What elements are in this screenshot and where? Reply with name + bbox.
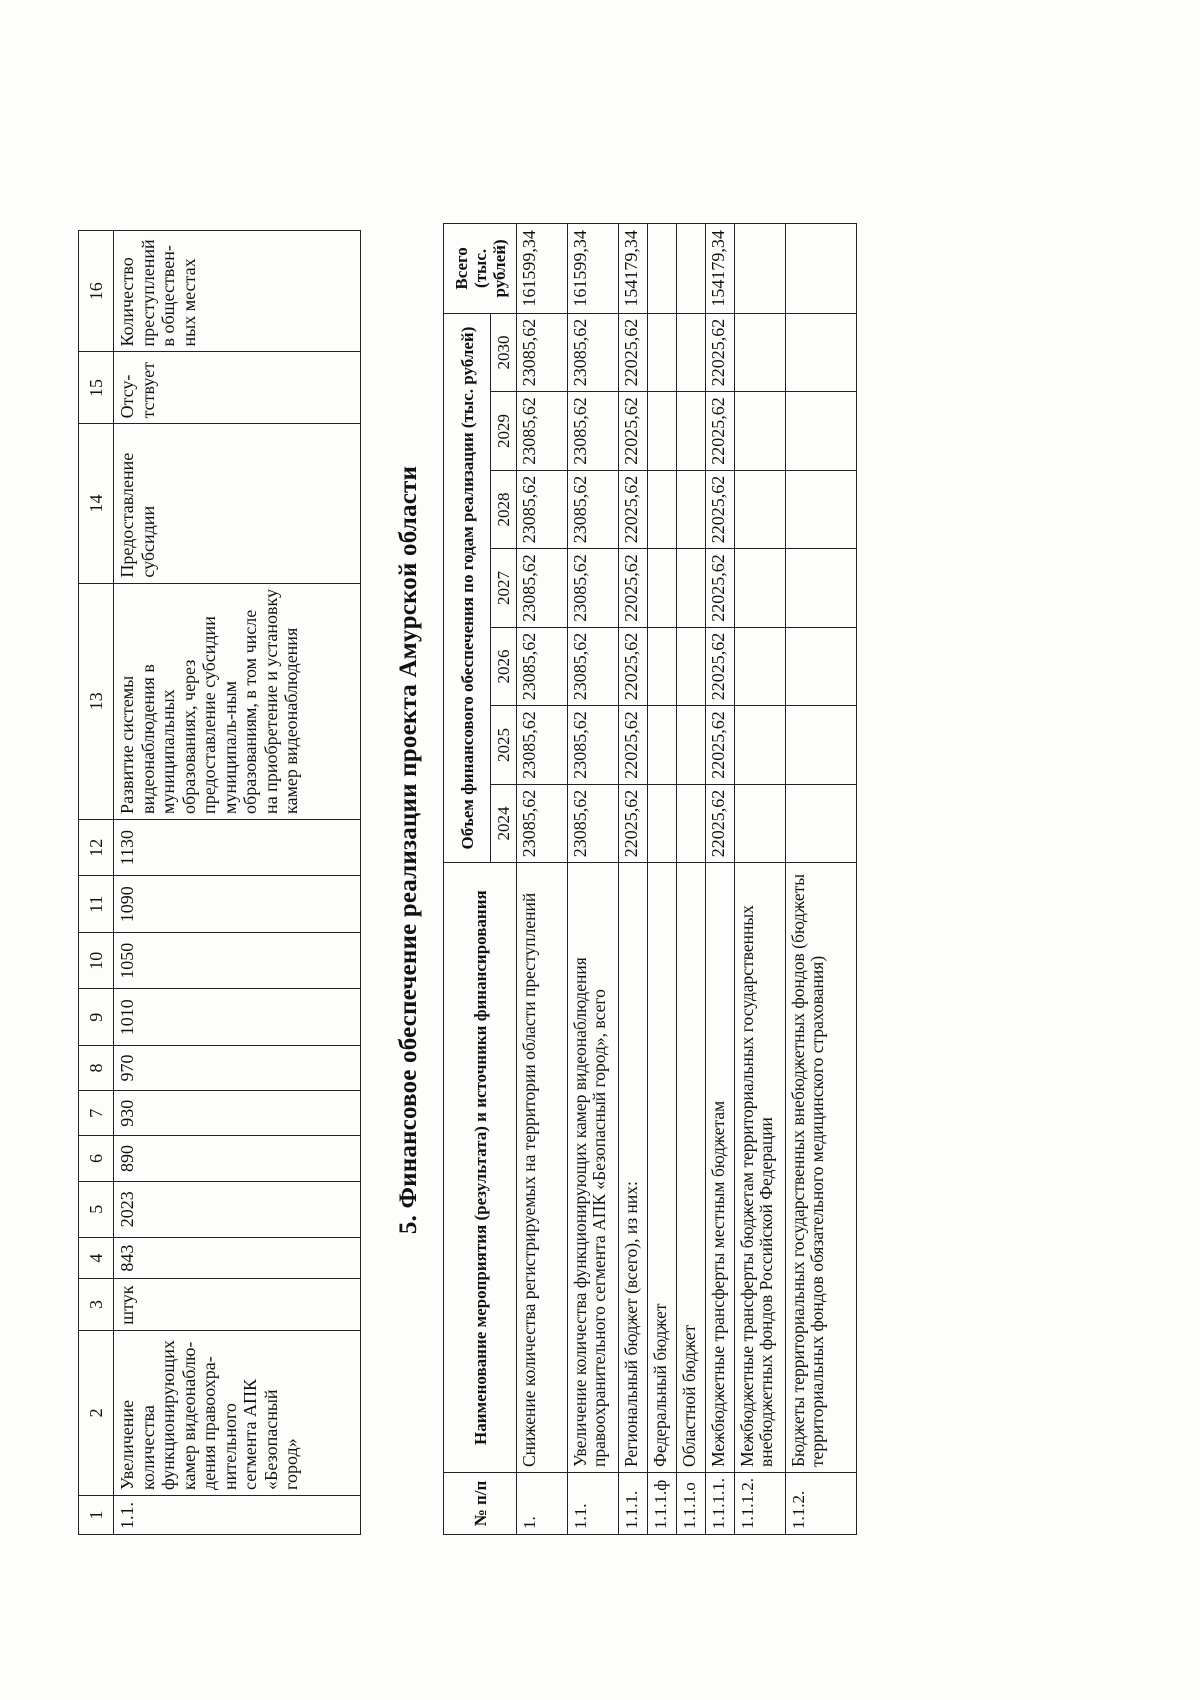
total-amount-cell — [786, 224, 857, 314]
year-amount-cell: 22025,62 — [619, 313, 648, 392]
financing-source-name: Бюджеты территориальных государственных внебюджетных фондов (бюджеты территориальных фондов обязательного медицинского страхования) — [786, 863, 857, 1473]
year-amount-cell — [735, 784, 786, 863]
row-number: 1.1.1. — [619, 1473, 648, 1535]
year-header: 2028 — [491, 470, 517, 549]
rotated-document-page — [0, 25, 1200, 1675]
year-amount-cell — [786, 392, 857, 471]
row-number: 1.1.1.2. — [735, 1473, 786, 1535]
year-amount-cell: 22025,62 — [706, 313, 735, 392]
year-amount-cell: 22025,62 — [619, 627, 648, 706]
year-amount-cell — [677, 549, 706, 628]
col-header: 13 — [79, 583, 114, 819]
year-amount-cell — [677, 470, 706, 549]
col-header: 2 — [79, 1330, 114, 1495]
year-header: 2024 — [491, 784, 517, 863]
total-amount-cell: 154179,34 — [706, 224, 735, 314]
year-header: 2030 — [491, 313, 517, 392]
base-value: 843 — [114, 1238, 361, 1279]
year-amount-cell: 22025,62 — [706, 627, 735, 706]
year-amount-cell — [735, 549, 786, 628]
financing-row — [568, 224, 619, 1535]
years-group-header: Объем финансового обеспечения по годам реализации (тыс. рублей) — [444, 313, 491, 863]
row-number: 1.1.2. — [786, 1473, 857, 1535]
year-amount-cell — [735, 706, 786, 785]
col-header: 14 — [79, 424, 114, 583]
financing-source-name: Межбюджетные трансферты бюджетам территориальных государственных внебюджетных фондов Российской Федерации — [735, 863, 786, 1473]
col-header: 9 — [79, 989, 114, 1046]
value-cell: 890 — [114, 1136, 361, 1181]
financing-row — [786, 224, 857, 1535]
financing-source-name: Межбюджетные трансферты местным бюджетам — [706, 863, 735, 1473]
year-amount-cell — [786, 784, 857, 863]
col-header: 15 — [79, 352, 114, 424]
total-amount-cell: 154179,34 — [619, 224, 648, 314]
col-header: 12 — [79, 819, 114, 876]
year-amount-cell: 23085,62 — [517, 313, 568, 392]
year-amount-cell — [648, 549, 677, 628]
col-header: 16 — [79, 231, 114, 353]
value-cell: 1050 — [114, 932, 361, 989]
measure-type: Предоставление субсидии — [114, 424, 361, 583]
measure-description: Развитие системы видеонаблюдения в муниципальных образованиях, через предоставление субсидии муниципаль-ным образованиям, в том числе на приобретение и установку камер видеонаблюдения — [114, 583, 361, 819]
row-number: 1.1.1.1. — [706, 1473, 735, 1535]
name-header: Наименование мероприятия (результата) и источники финансирования — [444, 863, 517, 1473]
financing-source-name: Снижение количества регистрируемых на территории области преступлений — [517, 863, 568, 1473]
year-amount-cell — [786, 313, 857, 392]
year-amount-cell — [677, 784, 706, 863]
indicator-row — [114, 231, 361, 1535]
financing-table — [443, 223, 857, 1535]
col-header: 4 — [79, 1238, 114, 1279]
financing-row — [677, 224, 706, 1535]
year-amount-cell — [648, 313, 677, 392]
year-header: 2029 — [491, 392, 517, 471]
year-amount-cell: 23085,62 — [568, 392, 619, 471]
year-amount-cell: 23085,62 — [517, 470, 568, 549]
financing-source-name: Областной бюджет — [677, 863, 706, 1473]
financing-row — [648, 224, 677, 1535]
year-amount-cell — [786, 706, 857, 785]
year-amount-cell — [735, 313, 786, 392]
year-amount-cell: 22025,62 — [619, 549, 648, 628]
year-amount-cell — [677, 392, 706, 471]
value-cell: 1010 — [114, 989, 361, 1046]
year-amount-cell: 23085,62 — [517, 784, 568, 863]
financing-source-name: Региональный бюджет (всего), из них: — [619, 863, 648, 1473]
total-amount-cell — [677, 224, 706, 314]
year-amount-cell: 22025,62 — [706, 706, 735, 785]
year-amount-cell — [735, 470, 786, 549]
year-header: 2026 — [491, 627, 517, 706]
row-number: 1.1.1.о — [677, 1473, 706, 1535]
year-amount-cell: 22025,62 — [619, 392, 648, 471]
year-amount-cell — [648, 392, 677, 471]
section-heading: 5. Финансовое обеспечение реализации проекта Амурской области — [395, 465, 422, 1235]
financing-row — [735, 224, 786, 1535]
year-amount-cell — [735, 627, 786, 706]
year-amount-cell: 23085,62 — [568, 627, 619, 706]
year-amount-cell — [648, 470, 677, 549]
year-amount-cell — [677, 706, 706, 785]
col-header: 11 — [79, 876, 114, 933]
total-header: Всего (тыс. рублей) — [444, 224, 517, 314]
value-cell: 1130 — [114, 819, 361, 876]
value-cell: 930 — [114, 1091, 361, 1136]
number-header: № п/п — [444, 1473, 517, 1535]
total-amount-cell: 161599,34 — [517, 224, 568, 314]
financing-header-row — [444, 224, 491, 1535]
year-amount-cell — [677, 313, 706, 392]
year-amount-cell — [648, 627, 677, 706]
indicators-table — [78, 230, 361, 1535]
year-amount-cell: 22025,62 — [706, 549, 735, 628]
col-header: 1 — [79, 1495, 114, 1534]
year-amount-cell: 22025,62 — [619, 470, 648, 549]
col-header: 3 — [79, 1279, 114, 1331]
total-amount-cell — [648, 224, 677, 314]
year-amount-cell: 22025,62 — [619, 784, 648, 863]
year-amount-cell: 23085,62 — [517, 549, 568, 628]
year-amount-cell: 22025,62 — [706, 470, 735, 549]
year-amount-cell: 23085,62 — [517, 706, 568, 785]
year-amount-cell — [648, 784, 677, 863]
value-cell: 970 — [114, 1045, 361, 1090]
year-amount-cell: 23085,62 — [568, 313, 619, 392]
base-year: 2023 — [114, 1181, 361, 1238]
year-amount-cell: 22025,62 — [706, 784, 735, 863]
financing-source-name: Федеральный бюджет — [648, 863, 677, 1473]
year-amount-cell — [648, 706, 677, 785]
year-header: 2025 — [491, 706, 517, 785]
financing-source-name: Увеличение количества функционирующих камер видеонаблюдения правоохранительного сегмента АПК «Безопасный город», всего — [568, 863, 619, 1473]
row-number: 1.1. — [568, 1473, 619, 1535]
col-header: 6 — [79, 1136, 114, 1181]
financing-row — [706, 224, 735, 1535]
year-amount-cell — [735, 392, 786, 471]
col-header: 7 — [79, 1091, 114, 1136]
row-number: 1. — [517, 1473, 568, 1535]
year-amount-cell: 23085,62 — [568, 784, 619, 863]
value-cell: 1090 — [114, 876, 361, 933]
row-number: 1.1. — [114, 1495, 361, 1534]
year-amount-cell — [786, 627, 857, 706]
financing-row — [517, 224, 568, 1535]
year-amount-cell: 23085,62 — [517, 627, 568, 706]
year-header: 2027 — [491, 549, 517, 628]
financing-row — [619, 224, 648, 1535]
year-amount-cell: 22025,62 — [706, 392, 735, 471]
year-amount-cell: 23085,62 — [568, 470, 619, 549]
measure-attribute: Отсу-тствует — [114, 352, 361, 424]
col-header: 10 — [79, 932, 114, 989]
unit: штук — [114, 1279, 361, 1331]
year-amount-cell: 22025,62 — [619, 706, 648, 785]
year-amount-cell — [786, 549, 857, 628]
related-indicator: Количество преступлений в обществен-ных местах — [114, 231, 361, 353]
col-header: 5 — [79, 1181, 114, 1238]
year-amount-cell: 23085,62 — [568, 706, 619, 785]
row-number: 1.1.1.ф — [648, 1473, 677, 1535]
year-amount-cell: 23085,62 — [517, 392, 568, 471]
year-amount-cell — [786, 470, 857, 549]
year-amount-cell: 23085,62 — [568, 549, 619, 628]
indicators-header-row — [79, 231, 114, 1535]
col-header: 8 — [79, 1045, 114, 1090]
year-amount-cell — [677, 627, 706, 706]
total-amount-cell: 161599,34 — [568, 224, 619, 314]
indicator-name: Увеличение количества функционирующих камер видеонаблю-дения правоохра-нительного сегмента АПК «Безопасный город» — [114, 1330, 361, 1495]
total-amount-cell — [735, 224, 786, 314]
